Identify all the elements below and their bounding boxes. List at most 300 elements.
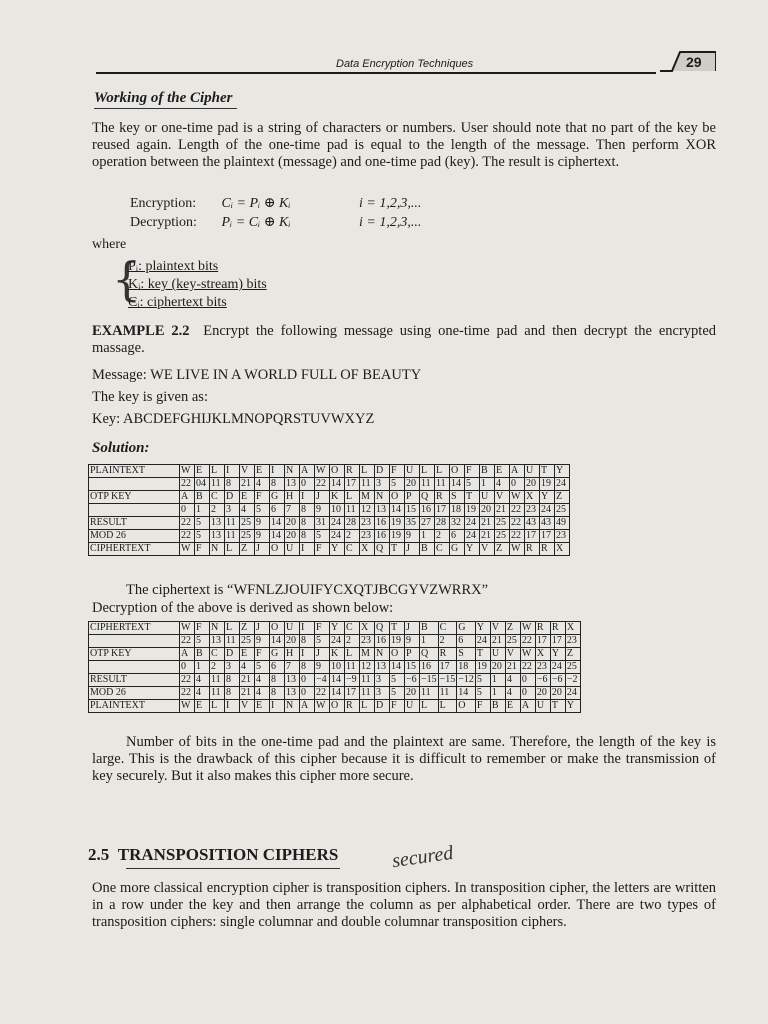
dec-table-cell: 4 (195, 674, 210, 687)
enc-table-cell: 28 (345, 517, 360, 530)
decryption-index: i = 1,2,3,... (359, 215, 422, 230)
dec-table-cell: J (405, 622, 420, 635)
enc-table-cell: 2 (210, 504, 225, 517)
section-25-number: 2.5 (88, 845, 110, 864)
enc-table-cell: D (225, 491, 240, 504)
enc-table-cell: 24 (330, 517, 345, 530)
enc-table-cell: 8 (270, 478, 285, 491)
dec-table-cell: G (457, 622, 476, 635)
enc-table-cell: T (390, 543, 405, 556)
dec-table-cell: W (180, 700, 195, 713)
dec-table-cell: I (225, 700, 240, 713)
enc-table-cell: Y (555, 465, 570, 478)
dec-table-cell: 24 (550, 661, 565, 674)
enc-table-cell: 25 (495, 530, 510, 543)
enc-table-cell: 25 (240, 517, 255, 530)
dec-table-cell: 8 (270, 674, 285, 687)
enc-table-cell: X (525, 491, 540, 504)
dec-table-cell: J (255, 622, 270, 635)
dec-table-cell: I (270, 700, 285, 713)
dec-table-cell: 4 (255, 674, 270, 687)
dec-table-cell: E (240, 648, 255, 661)
dec-table-cell: F (475, 700, 490, 713)
enc-table-cell: 1 (480, 478, 495, 491)
dec-table-cell: I (300, 648, 315, 661)
dec-table-cell: 5 (390, 674, 405, 687)
enc-table-cell: 13 (285, 478, 300, 491)
enc-table-cell: R (525, 543, 540, 556)
dec-table-cell: 13 (210, 635, 225, 648)
definition-plaintext: Pᵢ: plaintext bits (128, 259, 219, 274)
dec-table-cell: 4 (195, 687, 210, 700)
enc-table-cell: O (330, 465, 345, 478)
enc-table-cell: I (225, 465, 240, 478)
dec-table-cell: 8 (225, 687, 240, 700)
enc-table-cell: 23 (555, 530, 570, 543)
dec-table-cell: 13 (285, 687, 300, 700)
enc-table-cell: 21 (240, 478, 255, 491)
enc-table-cell: W (315, 465, 330, 478)
enc-table-cell: E (240, 491, 255, 504)
enc-table-cell: R (345, 465, 360, 478)
enc-table-cell: 32 (450, 517, 465, 530)
dec-table-cell: Y (475, 622, 490, 635)
dec-table-cell: D (225, 648, 240, 661)
dec-table-cell: A (520, 700, 535, 713)
dec-table-cell: Z (505, 622, 520, 635)
dec-table-cell: Y (550, 648, 565, 661)
dec-table-cell: 20 (535, 687, 550, 700)
dec-table-cell: B (420, 622, 439, 635)
dec-table-cell: 7 (285, 661, 300, 674)
dec-table-cell: U (490, 648, 505, 661)
dec-table-row (89, 622, 581, 635)
enc-table-cell: 3 (225, 504, 240, 517)
enc-table-cell: 8 (300, 517, 315, 530)
dec-table-cell: Q (375, 622, 390, 635)
dec-table-cell: 15 (405, 661, 420, 674)
enc-table-cell: 04 (195, 478, 210, 491)
dec-table-cell: 17 (345, 687, 360, 700)
dec-table-cell: 6 (270, 661, 285, 674)
dec-table-cell: 22 (315, 687, 330, 700)
dec-table-cell: Z (240, 622, 255, 635)
enc-table-cell: U (285, 543, 300, 556)
dec-table-cell: −6 (550, 674, 565, 687)
dec-table-cell: N (210, 622, 225, 635)
dec-table-cell: 0 (300, 674, 315, 687)
dec-table-cell: Y (565, 700, 580, 713)
dec-table-cell: U (405, 700, 420, 713)
enc-table-cell: 28 (435, 517, 450, 530)
enc-table-cell: Z (555, 491, 570, 504)
dec-table-cell: G (270, 648, 285, 661)
dec-table-cell: L (420, 700, 439, 713)
enc-table-cell: Z (240, 543, 255, 556)
dec-table-cell: Z (565, 648, 580, 661)
enc-table-cell: 14 (450, 478, 465, 491)
dec-table-cell: F (315, 622, 330, 635)
dec-table-cell: E (505, 700, 520, 713)
enc-table-cell: 11 (345, 504, 360, 517)
enc-table-cell: E (495, 465, 510, 478)
enc-table-cell: 22 (510, 517, 525, 530)
definition-key: Kᵢ: key (key-stream) bits (128, 277, 267, 292)
dec-table-cell: I (300, 622, 315, 635)
dec-table-cell: 22 (180, 635, 195, 648)
dec-table-cell: 9 (315, 661, 330, 674)
dec-table-cell: Q (420, 648, 439, 661)
dec-table-cell: 16 (420, 661, 439, 674)
enc-table-cell: 24 (330, 530, 345, 543)
dec-table-cell: 22 (180, 687, 195, 700)
dec-table-cell: L (360, 700, 375, 713)
enc-table-cell: Y (330, 543, 345, 556)
dec-table-cell: 13 (285, 674, 300, 687)
enc-table-cell: 23 (360, 530, 375, 543)
enc-table-cell: B (480, 465, 495, 478)
enc-table-cell: 21 (480, 517, 495, 530)
enc-table-cell: V (495, 491, 510, 504)
dec-table-cell: 20 (405, 687, 420, 700)
enc-table-row-label: PLAINTEXT (89, 465, 180, 478)
dec-table-cell: 22 (180, 674, 195, 687)
dec-table-cell: 4 (505, 674, 520, 687)
dec-table-cell: 20 (285, 635, 300, 648)
enc-table-cell: 24 (555, 478, 570, 491)
dec-table-cell: J (315, 648, 330, 661)
encryption-label: Encryption: (130, 196, 197, 211)
dec-table-cell: 5 (475, 674, 490, 687)
dec-table-cell: N (285, 700, 300, 713)
dec-table-row (89, 661, 581, 674)
dec-table-cell: 23 (535, 661, 550, 674)
enc-table-cell: 43 (525, 517, 540, 530)
enc-table-cell: M (360, 491, 375, 504)
dec-table-cell: 10 (330, 661, 345, 674)
dec-table-cell: 8 (270, 687, 285, 700)
dec-table-cell: U (285, 622, 300, 635)
enc-table-cell: 17 (525, 530, 540, 543)
enc-table-cell: N (375, 491, 390, 504)
enc-table-cell: T (540, 465, 555, 478)
enc-table-cell: 3 (375, 478, 390, 491)
enc-table-cell: 20 (285, 530, 300, 543)
dec-table-cell: R (535, 622, 550, 635)
dec-table-cell: 21 (240, 687, 255, 700)
enc-table-cell: W (510, 543, 525, 556)
dec-table-cell: 20 (490, 661, 505, 674)
enc-table-cell: 25 (495, 517, 510, 530)
enc-table-cell: 20 (405, 478, 420, 491)
dec-table-cell: 16 (375, 635, 390, 648)
dec-table-row (89, 648, 581, 661)
dec-table-cell: F (255, 648, 270, 661)
dec-table-cell: 5 (195, 635, 210, 648)
drawback-paragraph: Number of bits in the one-time pad and the plaintext are same. Therefore, the length of the key is large. This is the drawback of this cipher because it is difficult to remember or make the transmission of key securely. But it also makes this cipher more secure. (92, 734, 716, 784)
example-label: EXAMPLE 2.2 (92, 323, 190, 339)
dec-table-cell: −9 (345, 674, 360, 687)
dec-table-cell: 1 (195, 661, 210, 674)
dec-table-cell: 14 (457, 687, 476, 700)
dec-table-cell: T (475, 648, 490, 661)
decryption-table (88, 621, 581, 713)
dec-table-cell: A (180, 648, 195, 661)
dec-table-cell: 1 (420, 635, 439, 648)
dec-table-cell: 0 (520, 674, 535, 687)
dec-table-cell: E (255, 700, 270, 713)
dec-table-cell: V (240, 700, 255, 713)
enc-table-cell: 11 (225, 530, 240, 543)
dec-table-cell: 2 (438, 635, 457, 648)
dec-table-cell: 4 (240, 661, 255, 674)
enc-table-cell: G (450, 543, 465, 556)
header-rule (96, 72, 656, 74)
enc-table-row-label (89, 504, 180, 517)
dec-table-cell: O (270, 622, 285, 635)
dec-table-cell: 25 (240, 635, 255, 648)
dec-table-cell: S (457, 648, 476, 661)
dec-table-row-label (89, 635, 180, 648)
dec-table-cell: 22 (520, 661, 535, 674)
dec-table-cell: 23 (360, 635, 375, 648)
ciphertext-line: The ciphertext is “WFNLZJOUIFYCXQTJBCGYVZWRRX” (126, 582, 489, 598)
dec-table-cell: −6 (535, 674, 550, 687)
enc-table-cell: 9 (315, 504, 330, 517)
dec-table-cell: 11 (360, 687, 375, 700)
enc-table-cell: A (510, 465, 525, 478)
enc-table-row (89, 465, 570, 478)
running-title: Data Encryption Techniques (336, 58, 474, 70)
encryption-index: i = 1,2,3,... (359, 196, 422, 211)
enc-table-cell: N (210, 543, 225, 556)
enc-table-cell: C (210, 491, 225, 504)
enc-table-cell: L (420, 465, 435, 478)
enc-table-row (89, 530, 570, 543)
enc-table-cell: 6 (450, 530, 465, 543)
dec-table-cell: 17 (550, 635, 565, 648)
enc-table-cell: 31 (315, 517, 330, 530)
enc-table-cell: 2 (345, 530, 360, 543)
enc-table-cell: E (255, 465, 270, 478)
enc-table-cell: C (435, 543, 450, 556)
enc-table-cell: 16 (375, 530, 390, 543)
enc-table-cell: 21 (495, 504, 510, 517)
enc-table-cell: 16 (375, 517, 390, 530)
dec-table-row-label (89, 661, 180, 674)
enc-table-cell: 20 (525, 478, 540, 491)
dec-table-cell: T (390, 622, 405, 635)
enc-table-cell: T (465, 491, 480, 504)
enc-table-cell: G (270, 491, 285, 504)
enc-table-cell: A (180, 491, 195, 504)
dec-table-cell: 8 (300, 635, 315, 648)
enc-table-cell: 0 (180, 504, 195, 517)
dec-table-row (89, 700, 581, 713)
enc-table-cell: B (420, 543, 435, 556)
dec-table-cell: L (210, 700, 225, 713)
dec-table-cell: 24 (475, 635, 490, 648)
dec-table-cell: 5 (315, 635, 330, 648)
enc-table-cell: 22 (180, 478, 195, 491)
dec-table-cell: B (490, 700, 505, 713)
dec-table-cell: 11 (345, 661, 360, 674)
enc-table-cell: Q (420, 491, 435, 504)
enc-table-cell: U (525, 465, 540, 478)
enc-table-row-label: CIPHERTEXT (89, 543, 180, 556)
dec-table-cell: 21 (490, 635, 505, 648)
dec-table-cell: 23 (565, 635, 580, 648)
dec-table-cell: 11 (420, 687, 439, 700)
enc-table-cell: 16 (420, 504, 435, 517)
decryption-equation (130, 214, 421, 231)
enc-table-cell: F (390, 465, 405, 478)
dec-table-row-label: OTP KEY (89, 648, 180, 661)
dec-table-cell: 5 (255, 661, 270, 674)
section-25-heading (88, 845, 338, 865)
enc-table-row-label (89, 478, 180, 491)
solution-label: Solution: (92, 440, 150, 456)
enc-table-cell: 24 (540, 504, 555, 517)
enc-table-cell: 35 (405, 517, 420, 530)
enc-table-cell: F (255, 491, 270, 504)
enc-table-cell: W (180, 465, 195, 478)
dec-table-cell: L (225, 622, 240, 635)
dec-table-cell: 25 (565, 661, 580, 674)
enc-table-cell: 11 (420, 478, 435, 491)
dec-table-row-label: PLAINTEXT (89, 700, 180, 713)
enc-table-cell: J (405, 543, 420, 556)
dec-table-cell: W (520, 622, 535, 635)
enc-table-cell: O (450, 465, 465, 478)
enc-table-cell: 19 (540, 478, 555, 491)
dec-table-cell: 18 (457, 661, 476, 674)
dec-table-cell: 14 (330, 674, 345, 687)
enc-table-cell: W (180, 543, 195, 556)
working-paragraph: The key or one-time pad is a string of characters or numbers. User should note that no part of the key be reused again. Length of the one-time pad is equal to the length of the message. Then perform XOR operation between the plaintext (message) and one-time pad (key). The result is ciphertext. (92, 120, 716, 170)
dec-table-cell: 2 (345, 635, 360, 648)
enc-table-cell: 24 (465, 530, 480, 543)
dec-table-row (89, 674, 581, 687)
enc-table-cell: 10 (330, 504, 345, 517)
dec-table-cell: 19 (390, 635, 405, 648)
enc-table-cell: F (465, 465, 480, 478)
dec-table-cell: 1 (490, 687, 505, 700)
key-line: Key: ABCDEFGHIJKLMNOPQRSTUVWXYZ (92, 411, 375, 427)
enc-table-cell: 13 (210, 530, 225, 543)
dec-table-cell: 5 (475, 687, 490, 700)
enc-table-cell: 6 (270, 504, 285, 517)
dec-table-cell: 3 (375, 674, 390, 687)
enc-table-cell: 14 (270, 517, 285, 530)
enc-table-cell: X (360, 543, 375, 556)
enc-table-cell: 17 (345, 478, 360, 491)
enc-table-cell: 22 (510, 504, 525, 517)
dec-table-cell: 8 (225, 674, 240, 687)
dec-table-cell: 11 (225, 635, 240, 648)
encryption-table (88, 464, 570, 556)
enc-table-cell: F (195, 543, 210, 556)
dec-table-cell: 21 (505, 661, 520, 674)
enc-table-cell: 5 (465, 478, 480, 491)
enc-table-row-label: RESULT (89, 517, 180, 530)
enc-table-cell: Y (540, 491, 555, 504)
enc-table-cell: 19 (390, 530, 405, 543)
dec-table-row-label: MOD 26 (89, 687, 180, 700)
enc-table-cell: D (375, 465, 390, 478)
enc-table-cell: V (480, 543, 495, 556)
dec-table-cell: 14 (270, 635, 285, 648)
enc-table-cell: Q (375, 543, 390, 556)
dec-table-cell: 11 (210, 674, 225, 687)
enc-table-cell: 11 (210, 478, 225, 491)
dec-table-cell: O (330, 700, 345, 713)
enc-table-cell: 8 (300, 504, 315, 517)
enc-table-cell: Z (495, 543, 510, 556)
dec-table-cell: 0 (180, 661, 195, 674)
enc-table-cell: H (285, 491, 300, 504)
dec-table-cell: 11 (210, 687, 225, 700)
enc-table-cell: 17 (540, 530, 555, 543)
enc-table-cell: 49 (555, 517, 570, 530)
enc-table-cell: 23 (525, 504, 540, 517)
enc-table-row (89, 478, 570, 491)
enc-table-cell: 14 (330, 478, 345, 491)
enc-table-cell: 22 (180, 517, 195, 530)
dec-table-cell: −12 (458, 674, 474, 685)
dec-table-cell: 3 (375, 687, 390, 700)
enc-table-cell: 22 (180, 530, 195, 543)
enc-table-cell: 5 (255, 504, 270, 517)
decryption-formula: Pᵢ = Cᵢ ⊕ Kᵢ (221, 215, 291, 230)
enc-table-cell: 2 (435, 530, 450, 543)
dec-table-cell: N (375, 648, 390, 661)
dec-table-cell: 0 (300, 687, 315, 700)
encryption-formula: Cᵢ = Pᵢ ⊕ Kᵢ (221, 196, 291, 211)
enc-table-cell: 22 (315, 478, 330, 491)
dec-table-cell: 17 (535, 635, 550, 648)
enc-table-cell: 12 (360, 504, 375, 517)
dec-table-cell: 1 (490, 674, 505, 687)
dec-table-cell: 3 (225, 661, 240, 674)
dec-table-cell: T (550, 700, 565, 713)
dec-table-cell: 20 (550, 687, 565, 700)
dec-table-cell: V (505, 648, 520, 661)
dec-table-cell: M (360, 648, 375, 661)
dec-table-cell: V (490, 622, 505, 635)
enc-table-cell: A (300, 465, 315, 478)
enc-table-cell: 24 (465, 517, 480, 530)
enc-table-cell: 7 (285, 504, 300, 517)
enc-table-cell: 22 (510, 530, 525, 543)
dec-table-row (89, 687, 581, 700)
enc-table-cell: 9 (255, 530, 270, 543)
definition-ciphertext: Cᵢ: ciphertext bits (128, 295, 227, 310)
enc-table-cell: X (555, 543, 570, 556)
where-label: where (92, 237, 127, 252)
enc-table-cell: 4 (255, 478, 270, 491)
dec-table-cell: F (390, 700, 405, 713)
message-line: Message: WE LIVE IN A WORLD FULL OF BEAUTY (92, 367, 422, 383)
dec-table-cell: O (457, 700, 476, 713)
enc-table-cell: B (195, 491, 210, 504)
enc-table-cell: L (345, 491, 360, 504)
enc-table-cell: 8 (300, 530, 315, 543)
dec-table-cell: 24 (330, 635, 345, 648)
dec-table-cell: 21 (240, 674, 255, 687)
enc-table-row (89, 491, 570, 504)
enc-table-cell: C (345, 543, 360, 556)
